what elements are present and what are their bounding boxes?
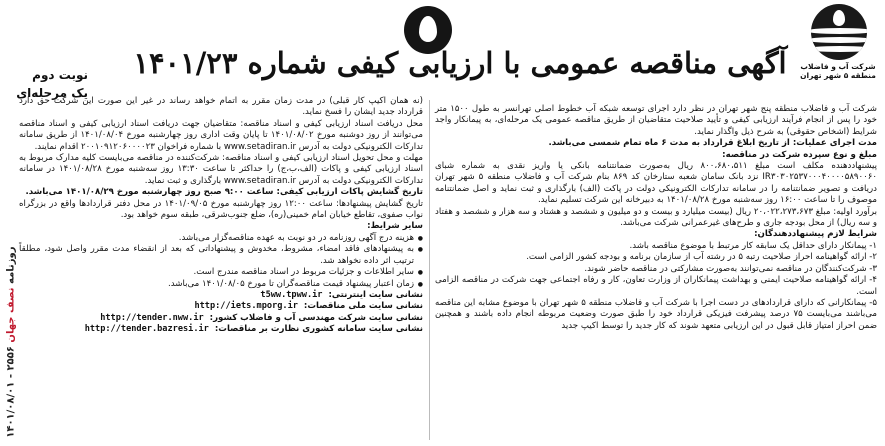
paragraph: ۳- شرکت‌کنندگان در مناقصه نمی‌توانند به‌صورت مشارکتی در مناقصه حاضر شوند. [584, 263, 877, 274]
newspaper-sidebar [2, 246, 20, 440]
website-row [19, 290, 423, 301]
paragraph: ۱- پیمانکار دارای حداقل یک سابقه کار مرتبط با موضوع مناقصه باشد. [629, 240, 877, 251]
paragraph: محل دریافت اسناد ارزیابی کیفی و اسناد مناقصه: متقاضیان جهت دریافت اسناد ارزیابی کیفی و اسناد مناقصه می‌توانند از روز دوشنبه مورخ ۱۴۰۱/۰۸/۰۲ تا پایان وقت اداری روز چهارشنبه مورخ ۱۴۰۱/۰۸/۰۴ از طریق سامانه تدارکات الکترونیکی دولت به آدرس www.setadiran.ir با شماره فراخوان ۲۰۰۱۰۹۱۲۰۶۰۰۰۰۲۳ اقدام نمایند. [19, 118, 423, 152]
paragraph: ۲- ارائه گواهینامه احراز صلاحیت رتبه ۵ در رشته آب از سازمان برنامه و بودجه کشور الزامی است. [526, 252, 877, 263]
website-label: نشانی سایت اینترنتی: [328, 289, 423, 300]
paragraph: مدت اجرای عملیات: از تاریخ ابلاغ قرارداد به مدت ۶ ماه تمام شمسی می‌باشد. [548, 138, 877, 149]
website-label: نشانی سایت سامانه کشوری نظارت بر مناقصات: [214, 324, 423, 335]
website-row [19, 324, 423, 335]
paragraph: شرایط لازم پیشنهاددهندگان: [754, 229, 877, 240]
other-conditions-list [19, 233, 423, 290]
newspaper-name: نصف جهان [5, 287, 17, 343]
website-label: نشانی سایت ملی مناقصات: [303, 301, 423, 312]
paragraph: شرکت آب و فاضلاب منطقه پنج شهر تهران در نظر دارد اجرای توسعه شبکه آب خطوط اصلی تهرانسر به طول ۱۵۰۰ متر خود را پس از انجام فرآیند ارزیابی کیفی و تأیید صلاحیت متقاضیان از طریق مناقصه عمومی یک مرحله‌ای، به پیمانکار واجد شرایط (اشخاص حقوقی) به شرح ذیل واگذار نماید. [435, 104, 878, 137]
paragraph: برآورد اولیه: مبلغ ۲۰،۰۲۲،۲۷۳،۶۷۳ ریال (بیست میلیارد و بیست و دو میلیون و ششصد و هشتاد و سه هزار و ششصد و هفتاد و سه ریال) از محل بودجه جاری و طرح‌های غیرعمرانی شرکت می‌باشد. [435, 206, 877, 229]
paragraph: تاریخ گشایش پیشنهادها: ساعت ۱۲:۰۰ روز چهارشنبه مورخ ۱۴۰۱/۰۹/۰۵ در محل دفتر قراردادها واقع در بزرگراه نواب صفوی، تقاطع خیابان امام خمینی(ره)، ضلع جنوب‌شرقی، طبقه سوم خواهد بود. [19, 198, 424, 221]
paragraph: پیشنهاددهنده مکلف است مبلغ ۸۰۰،۶۸۰،۵۱۱ ریال به‌صورت ضمانتنامه بانکی یا واریز نقدی به شماره شبای IR۳۰۳۰۲۵۳۷۰۰۰۴۰۰۰۰۵۸۹۰۰۶۰ نزد بانک سامان شعبه ستارخان کد ۸۶۹ بنام شرکت آب و فاضلاب منطقه ۵ شهر تهران دریافت و تصویر ضمانتنامه را در سامانه تدارکات الکترونیکی دولت در پاکت (الف) بارگذاری و ثبت نماید و اصل ضمانتنامه موصوف را تا ساعت ۱۶:۰۰ روز سه‌شنبه مورخ ۱۴۰۱/۰۸/۲۸ به دبیرخانه این شرکت تسلیم نماید. [435, 161, 878, 206]
paragraph: سایر شرایط: [367, 221, 423, 232]
website-list [19, 290, 423, 336]
stage-label: یک مرحله‌ای [16, 86, 88, 100]
paragraph: تاریخ گشایش پاکات ارزیابی کیفی: ساعت ۹:۰۰ صبح روز چهارشنبه مورخ ۱۴۰۱/۰۸/۲۹ می‌باشد. [25, 187, 423, 198]
company-logo [799, 4, 877, 82]
website-link[interactable]: http://iets.mporg.ir [194, 301, 298, 312]
website-link[interactable]: t5ww.tpww.ir [260, 289, 323, 300]
website-row [19, 301, 423, 312]
column-divider [429, 100, 430, 440]
left-column-paragraphs [19, 96, 423, 233]
right-column [435, 104, 877, 332]
paragraph: مبلغ و نوع سپرده شرکت در مناقصه: [722, 149, 877, 160]
paragraph: مهلت و محل تحویل اسناد ارزیابی کیفی و اسناد مناقصه: شرکت‌کننده در مناقصه می‌بایست کلیه مدارک مربوط به اسناد ارزیابی کیفی و پاکات (الف،ب،ج) را حداکثر تا ساعت ۱۳:۳۰ روز سه‌شنبه مورخ ۱۴۰۱/۰۸/۲۸ در سامانه تدارکات الکترونیکی دولت به آدرس www.setadiran.ir بارگذاری و ثبت نماید. [19, 153, 424, 186]
paragraph: (نه همان اکیپ کار قبلی) در مدت زمان مقرر به اتمام خواهد رساند در غیر این صورت این شرکت حق دارد قرارداد جدید ایشان را فسخ نماید. [19, 96, 423, 118]
newspaper-name-label: روزنامه [5, 246, 17, 284]
website-label: نشانی سایت شرکت مهندسی آب و فاضلاب کشور: [209, 312, 423, 323]
condition-item: ● سایر اطلاعات و جزئیات مربوط در اسناد مناقصه مندرج است. [19, 267, 423, 278]
condition-item: ● زمان اعتبار پیشنهاد قیمت مناقصه‌گران تا مورخ ۱۴۰۱/۰۸/۰۵ می‌باشد. [19, 279, 423, 290]
website-row [19, 313, 423, 324]
paragraph: ۵- پیمانکارانی که دارای قراردادهای در دست اجرا با شرکت آب و فاضلاب منطقه ۵ شهر تهران با موضوع مشابه این مناقصه می‌باشند می‌بایست ۷۵ درصد پیشرفت فیزیکی قرارداد خود را طبق صورت وضعیت مربوطه انجام داده باشند و همچنین ضمن احراز امتیاز قابل قبول در این ارزیابی متعهد شوند که کار جدید را توسط اکیپ جدید [435, 297, 877, 331]
website-link[interactable]: http://tender.bazresi.ir [84, 324, 209, 335]
page-title: آگهی مناقصه عمومی با ارزیابی کیفی شماره ۱۴۰۱/۲۳ [133, 46, 787, 80]
logo-drop-icon [811, 4, 867, 60]
paragraph: ۴- ارائه گواهینامه صلاحیت ایمنی و بهداشت پیمانکاران از وزارت تعاون، کار و رفاه اجتماعی جهت شرکت در مناقصه الزامی است. [435, 275, 877, 297]
round-label: نوبت دوم [32, 68, 88, 82]
website-link[interactable]: http://tender.nww.ir [100, 312, 204, 323]
logo-caption: شرکت آب و فاضلاب منطقه ۵ شهر تهران [800, 62, 876, 80]
left-column [19, 96, 423, 336]
condition-item: ● هزینه درج آگهی روزنامه در دو نوبت به عهده مناقصه‌گزار می‌باشد. [19, 233, 423, 244]
condition-item: ● به پیشنهادهای فاقد امضاء، مشروط، مخدوش و پیشنهاداتی که بعد از انقضاء مدت مقرر واصل شود، مطلقاً ترتیب اثر داده نخواهد شد. [19, 244, 423, 267]
issue-info: ۲۵۵۶ - ۱۴۰۱/۰۸/۰۱ [5, 346, 17, 438]
sidebar-text [6, 247, 17, 437]
